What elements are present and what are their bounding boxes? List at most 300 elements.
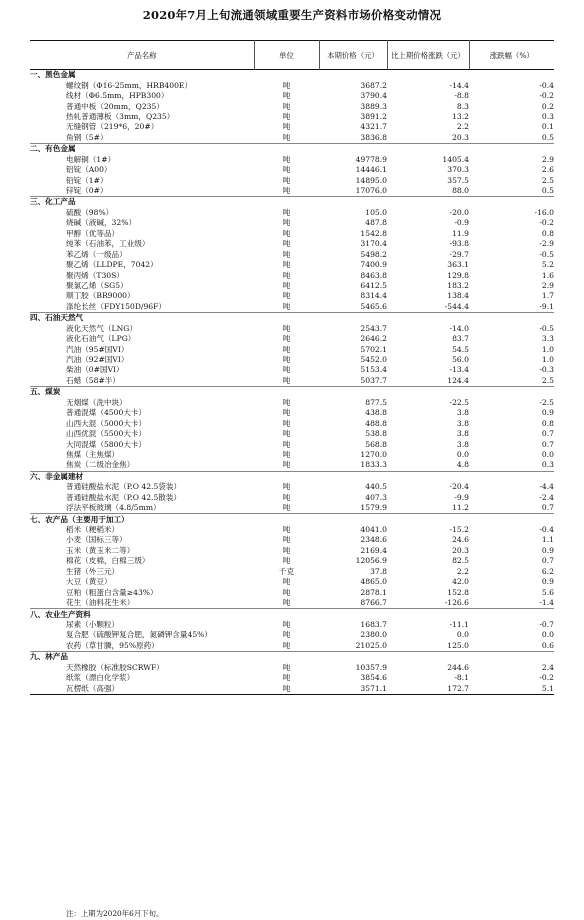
pct-cell: 5.2 <box>541 260 554 270</box>
change-cell: -13.4 <box>449 365 469 375</box>
change-cell: -20.0 <box>449 207 469 217</box>
pct-cell: 2.9 <box>541 154 554 164</box>
price-cell: 21025.0 <box>355 640 387 650</box>
change-cell: -9.9 <box>454 492 469 502</box>
category-row <box>30 144 554 155</box>
unit-cell: 吨 <box>282 91 291 101</box>
pct-cell: 0.0 <box>541 630 554 640</box>
product-name-cell: 铅锭（1#） <box>66 175 108 185</box>
unit-cell: 吨 <box>282 482 291 492</box>
table-row <box>30 408 554 418</box>
unit-cell: 吨 <box>282 598 291 608</box>
unit-cell: 吨 <box>282 270 291 280</box>
unit-cell: 吨 <box>282 545 291 555</box>
table-row <box>30 260 554 270</box>
category-row <box>30 652 554 663</box>
unit-cell: 吨 <box>282 132 291 142</box>
pct-cell: -0.2 <box>539 673 554 683</box>
table-row <box>30 535 554 545</box>
price-cell: 4321.7 <box>360 122 387 132</box>
unit-cell: 吨 <box>282 175 291 185</box>
product-name-cell: 普通硅酸盐水泥（P.O 42.5袋装） <box>66 482 182 492</box>
header-price: 本期价格（元） <box>319 41 387 70</box>
table-row <box>30 291 554 301</box>
pct-cell: 3.3 <box>541 334 554 344</box>
change-cell: -544.4 <box>444 301 469 311</box>
table-row <box>30 175 554 185</box>
unit-cell: 吨 <box>282 122 291 132</box>
unit-cell: 吨 <box>282 186 291 196</box>
price-cell: 487.8 <box>365 218 387 228</box>
unit-cell: 吨 <box>282 683 291 693</box>
unit-cell: 吨 <box>282 439 291 449</box>
change-cell: 20.3 <box>452 545 469 555</box>
pct-cell: 0.7 <box>541 503 554 513</box>
product-name-cell: 锌锭（0#） <box>66 186 108 196</box>
pct-cell: 0.7 <box>541 439 554 449</box>
price-cell: 488.8 <box>365 418 387 428</box>
change-cell: -93.8 <box>449 239 469 249</box>
change-cell: 13.2 <box>452 111 469 121</box>
table-row <box>30 355 554 365</box>
price-cell: 438.8 <box>365 408 387 418</box>
table-row <box>30 229 554 239</box>
pct-cell: -0.5 <box>539 249 554 259</box>
table-row <box>30 503 554 514</box>
category-label: 一、黑色金属 <box>30 70 76 80</box>
unit-cell: 吨 <box>282 397 291 407</box>
pct-cell: -0.5 <box>539 323 554 333</box>
table-row <box>30 344 554 354</box>
table-row <box>30 91 554 101</box>
price-cell: 407.3 <box>365 492 387 502</box>
table-row <box>30 429 554 439</box>
table-row <box>30 208 554 218</box>
unit-cell: 吨 <box>282 218 291 228</box>
change-cell: 125.0 <box>447 640 469 650</box>
table-row <box>30 525 554 535</box>
pct-cell: 0.5 <box>541 186 554 196</box>
unit-cell: 吨 <box>282 365 291 375</box>
pct-cell: 1.0 <box>541 344 554 354</box>
product-name-cell: 瓦楞纸（高强） <box>66 683 120 693</box>
unit-cell: 吨 <box>282 154 291 164</box>
price-cell: 5037.7 <box>360 375 387 385</box>
pct-cell: 2.4 <box>541 662 554 672</box>
price-cell: 4041.0 <box>360 525 387 535</box>
product-name-cell: 普通硅酸盐水泥（P.O 42.5散装） <box>66 492 182 502</box>
unit-cell: 吨 <box>282 673 291 683</box>
table-row <box>30 165 554 175</box>
table-row <box>30 418 554 428</box>
change-cell: -20.4 <box>449 482 469 492</box>
product-name-cell: 液化天然气（LNG） <box>66 323 137 333</box>
category-label: 六、非金属建材 <box>30 471 84 481</box>
product-name-cell: 小麦（国标三等） <box>66 535 127 545</box>
pct-cell: 0.8 <box>541 228 554 238</box>
pct-cell: 0.9 <box>541 577 554 587</box>
change-cell: 172.7 <box>447 683 469 693</box>
change-cell: -29.7 <box>449 249 469 259</box>
pct-cell: 0.0 <box>541 449 554 459</box>
price-cell: 105.0 <box>365 207 387 217</box>
change-cell: 56.0 <box>452 355 469 365</box>
price-table <box>30 40 554 695</box>
price-cell: 877.5 <box>365 397 387 407</box>
table-row <box>30 80 554 90</box>
category-row <box>30 514 554 525</box>
pct-cell: 2.5 <box>541 175 554 185</box>
change-cell: 83.7 <box>452 334 469 344</box>
change-cell: -11.1 <box>449 619 469 629</box>
price-cell: 3836.8 <box>360 132 387 142</box>
product-name-cell: 纯苯（石油苯，工业级） <box>66 239 150 249</box>
change-cell: 129.8 <box>447 270 469 280</box>
table-row <box>30 324 554 334</box>
unit-cell: 吨 <box>282 662 291 672</box>
price-cell: 1542.8 <box>360 228 387 238</box>
pct-cell: 0.3 <box>541 460 554 470</box>
category-row <box>30 471 554 482</box>
price-cell: 5498.2 <box>360 249 387 259</box>
table-row <box>30 302 554 313</box>
product-name-cell: 顺丁胶（BR9000） <box>66 291 135 301</box>
change-cell: 138.4 <box>447 291 469 301</box>
pct-cell: -2.9 <box>539 239 554 249</box>
pct-cell: -9.1 <box>539 301 554 311</box>
table-row <box>30 460 554 471</box>
price-cell: 7400.9 <box>360 260 387 270</box>
product-name-cell: 玉米（黄玉米二等） <box>66 545 135 555</box>
pct-cell: -0.4 <box>539 80 554 90</box>
change-cell: 183.2 <box>447 280 469 290</box>
price-cell: 4865.0 <box>360 577 387 587</box>
table-row <box>30 482 554 492</box>
category-label: 八、农业生产资料 <box>30 609 91 619</box>
unit-cell: 吨 <box>282 577 291 587</box>
category-row <box>30 70 554 81</box>
product-name-cell: 无缝钢管（219*6，20#） <box>66 122 159 132</box>
change-cell: 20.3 <box>452 132 469 142</box>
page-title: 2020年7月上旬流通领域重要生产资料市场价格变动情况 <box>142 8 442 22</box>
change-cell: 2.2 <box>456 566 469 576</box>
unit-cell: 吨 <box>282 249 291 259</box>
table-row <box>30 630 554 640</box>
pct-cell: 1.6 <box>541 270 554 280</box>
product-name-cell: 山西优混（5500大卡） <box>66 429 147 439</box>
pct-cell: 0.6 <box>541 640 554 650</box>
pct-cell: 5.1 <box>541 683 554 693</box>
change-cell: 3.8 <box>456 429 469 439</box>
unit-cell: 吨 <box>282 587 291 597</box>
unit-cell: 吨 <box>282 228 291 238</box>
product-name-cell: 苯乙烯（一级品） <box>66 249 127 259</box>
pct-cell: 0.5 <box>541 132 554 142</box>
pct-cell: 1.1 <box>541 535 554 545</box>
table-row <box>30 218 554 228</box>
unit-cell: 吨 <box>282 344 291 354</box>
change-cell: 3.8 <box>456 439 469 449</box>
change-cell: -8.1 <box>454 673 469 683</box>
pct-cell: 0.9 <box>541 408 554 418</box>
price-cell: 5452.0 <box>360 355 387 365</box>
header-unit: 单位 <box>254 41 319 70</box>
price-cell: 3687.2 <box>360 80 387 90</box>
product-name-cell: 焦炭（二级冶金焦） <box>66 460 135 470</box>
unit-cell: 吨 <box>282 355 291 365</box>
product-name-cell: 生猪（外三元） <box>66 566 120 576</box>
unit-cell: 千克 <box>278 566 295 576</box>
category-label: 二、有色金属 <box>30 144 76 154</box>
change-cell: -15.2 <box>449 525 469 535</box>
category-label: 七、农产品（主要用于加工） <box>30 514 129 524</box>
unit-cell: 吨 <box>282 111 291 121</box>
pct-cell: 6.2 <box>541 566 554 576</box>
change-cell: 54.5 <box>452 344 469 354</box>
product-name-cell: 山西大混（5000大卡） <box>66 418 147 428</box>
table-row <box>30 556 554 566</box>
product-name-cell: 电解铜（1#） <box>66 154 116 164</box>
product-name-cell: 柴油（0#国VI） <box>66 365 124 375</box>
unit-cell: 吨 <box>282 619 291 629</box>
category-row <box>30 313 554 324</box>
unit-cell: 吨 <box>282 260 291 270</box>
pct-cell: -0.7 <box>539 619 554 629</box>
table-row <box>30 493 554 503</box>
price-cell: 568.8 <box>365 439 387 449</box>
change-cell: 124.4 <box>447 375 469 385</box>
table-row <box>30 439 554 449</box>
table-row <box>30 620 554 630</box>
pct-cell: -1.4 <box>539 598 554 608</box>
category-row <box>30 197 554 208</box>
unit-cell: 吨 <box>282 301 291 311</box>
table-row <box>30 598 554 609</box>
footnote: 注：上期为2020年6月下旬。 <box>66 909 164 918</box>
unit-cell: 吨 <box>282 280 291 290</box>
price-cell: 3170.4 <box>360 239 387 249</box>
price-cell: 14446.1 <box>355 165 387 175</box>
pct-cell: -0.3 <box>539 365 554 375</box>
table-row <box>30 546 554 556</box>
change-cell: -14.0 <box>449 323 469 333</box>
change-cell: 244.6 <box>447 662 469 672</box>
product-name-cell: 烧碱（液碱，32%） <box>66 218 137 228</box>
unit-cell: 吨 <box>282 408 291 418</box>
pct-cell: 0.7 <box>541 556 554 566</box>
table-body <box>30 70 554 695</box>
table-row <box>30 587 554 597</box>
pct-cell: 1.7 <box>541 291 554 301</box>
unit-cell: 吨 <box>282 449 291 459</box>
category-label: 三、化工产品 <box>30 197 76 207</box>
change-cell: 82.5 <box>452 556 469 566</box>
price-cell: 3854.6 <box>360 673 387 683</box>
product-name-cell: 复合肥（硫酸钾复合肥，氮磷钾含量45%） <box>66 630 212 640</box>
table-row <box>30 112 554 122</box>
product-name-cell: 农药（草甘膦，95%原药） <box>66 640 159 650</box>
product-name-cell: 石蜡（58#半） <box>66 375 120 385</box>
product-name-cell: 无烟煤（洗中块） <box>66 397 127 407</box>
unit-cell: 吨 <box>282 418 291 428</box>
product-name-cell: 聚丙烯（T30S） <box>66 270 124 280</box>
table-row <box>30 101 554 111</box>
product-name-cell: 焦煤（主焦煤） <box>66 449 120 459</box>
change-cell: 357.5 <box>447 175 469 185</box>
product-name-cell: 浮法平板玻璃（4.8/5mm） <box>66 503 161 513</box>
header-name: 产品名称 <box>126 50 157 60</box>
change-cell: 24.6 <box>452 535 469 545</box>
pct-cell: 2.9 <box>541 280 554 290</box>
price-cell: 3571.1 <box>360 683 387 693</box>
unit-cell: 吨 <box>282 80 291 90</box>
price-cell: 1270.0 <box>360 449 387 459</box>
table-row <box>30 683 554 694</box>
pct-cell: -0.2 <box>539 218 554 228</box>
header-pct: 涨跌幅（%） <box>469 41 554 70</box>
unit-cell: 吨 <box>282 323 291 333</box>
pct-cell: 0.3 <box>541 111 554 121</box>
category-label: 九、林产品 <box>30 652 68 662</box>
product-name-cell: 汽油（92#国VI） <box>66 355 129 365</box>
table-row <box>30 270 554 280</box>
product-name-cell: 稻米（粳稻米） <box>66 525 120 535</box>
change-cell: -0.9 <box>454 218 469 228</box>
table-row <box>30 567 554 577</box>
product-name-cell: 涤纶长丝（FDY150D/96F） <box>66 301 167 311</box>
price-cell: 2169.4 <box>360 545 387 555</box>
pct-cell: 0.9 <box>541 545 554 555</box>
category-label: 四、石油天然气 <box>30 313 84 323</box>
change-cell: -8.8 <box>454 91 469 101</box>
product-name-cell: 聚乙烯（LLDPE，7042） <box>66 260 158 270</box>
change-cell: 370.3 <box>447 165 469 175</box>
change-cell: 88.0 <box>452 186 469 196</box>
pct-cell: 2.6 <box>541 165 554 175</box>
table-row <box>30 249 554 259</box>
table-row <box>30 398 554 408</box>
price-cell: 538.8 <box>365 429 387 439</box>
price-cell: 3790.4 <box>360 91 387 101</box>
price-cell: 2348.6 <box>360 535 387 545</box>
change-cell: 152.8 <box>447 587 469 597</box>
unit-cell: 吨 <box>282 334 291 344</box>
price-cell: 8314.4 <box>360 291 387 301</box>
product-name-cell: 汽油（95#国VI） <box>66 344 129 354</box>
pct-cell: -0.2 <box>539 91 554 101</box>
pct-cell: -4.4 <box>539 482 554 492</box>
price-cell: 8766.7 <box>360 598 387 608</box>
price-cell: 6412.5 <box>360 280 387 290</box>
table-row <box>30 450 554 460</box>
price-cell: 8463.8 <box>360 270 387 280</box>
category-row <box>30 387 554 398</box>
unit-cell: 吨 <box>282 640 291 650</box>
price-cell: 2646.2 <box>360 334 387 344</box>
pct-cell: -2.5 <box>539 397 554 407</box>
change-cell: -22.5 <box>449 397 469 407</box>
table-row <box>30 365 554 375</box>
unit-cell: 吨 <box>282 556 291 566</box>
price-cell: 37.8 <box>370 566 387 576</box>
table-row <box>30 334 554 344</box>
unit-cell: 吨 <box>282 630 291 640</box>
change-cell: -126.6 <box>444 598 469 608</box>
table-row <box>30 673 554 683</box>
price-cell: 2543.7 <box>360 323 387 333</box>
price-cell: 3891.2 <box>360 111 387 121</box>
price-cell: 14895.0 <box>355 175 387 185</box>
price-cell: 49778.9 <box>355 154 387 164</box>
change-cell: 3.8 <box>456 418 469 428</box>
pct-cell: 5.6 <box>541 587 554 597</box>
table-row <box>30 281 554 291</box>
change-cell: 4.8 <box>456 460 469 470</box>
pct-cell: -16.0 <box>534 207 554 217</box>
pct-cell: 1.0 <box>541 355 554 365</box>
price-cell: 1833.3 <box>360 460 387 470</box>
change-cell: 42.0 <box>452 577 469 587</box>
product-name-cell: 花生（油料花生米） <box>66 598 135 608</box>
category-row <box>30 609 554 620</box>
change-cell: 3.8 <box>456 408 469 418</box>
product-name-cell: 普通混煤（4500大卡） <box>66 408 147 418</box>
pct-cell: -0.4 <box>539 525 554 535</box>
change-cell: 1405.4 <box>442 154 469 164</box>
unit-cell: 吨 <box>282 535 291 545</box>
change-cell: 11.9 <box>452 228 469 238</box>
change-cell: 8.3 <box>456 101 469 111</box>
price-cell: 2878.1 <box>360 587 387 597</box>
table-row <box>30 663 554 673</box>
unit-cell: 吨 <box>282 375 291 385</box>
table-row <box>30 376 554 387</box>
change-cell: -14.4 <box>449 80 469 90</box>
unit-cell: 吨 <box>282 460 291 470</box>
product-name-cell: 硫酸（98%） <box>66 207 114 217</box>
price-cell: 12056.9 <box>355 556 387 566</box>
pct-cell: 0.2 <box>541 101 554 111</box>
change-cell: 11.2 <box>452 503 469 513</box>
unit-cell: 吨 <box>282 165 291 175</box>
product-name-cell: 线材（Φ6.5mm，HPB300） <box>66 91 169 101</box>
table-header-row <box>30 41 554 70</box>
price-cell: 10357.9 <box>355 662 387 672</box>
unit-cell: 吨 <box>282 492 291 502</box>
product-name-cell: 天然橡胶（标准胶SCRWF） <box>66 662 164 672</box>
pct-cell: -2.4 <box>539 492 554 502</box>
product-name-cell: 大豆（黄豆） <box>66 577 112 587</box>
change-cell: 363.1 <box>447 260 469 270</box>
unit-cell: 吨 <box>282 525 291 535</box>
product-name-cell: 聚氯乙烯（SG5） <box>66 280 128 290</box>
pct-cell: 0.1 <box>541 122 554 132</box>
unit-cell: 吨 <box>282 503 291 513</box>
table-row <box>30 239 554 249</box>
change-cell: 0.0 <box>456 630 469 640</box>
price-cell: 5153.4 <box>360 365 387 375</box>
pct-cell: 2.5 <box>541 375 554 385</box>
price-cell: 1683.7 <box>360 619 387 629</box>
price-cell: 2380.0 <box>360 630 387 640</box>
product-name-cell: 尿素（小颗粒） <box>66 619 120 629</box>
product-name-cell: 豆粕（粗蛋白含量≥43%） <box>66 587 158 597</box>
price-cell: 5465.6 <box>360 301 387 311</box>
table-row <box>30 186 554 197</box>
table-row <box>30 133 554 144</box>
unit-cell: 吨 <box>282 429 291 439</box>
product-name-cell: 纸浆（漂白化学浆） <box>66 673 135 683</box>
